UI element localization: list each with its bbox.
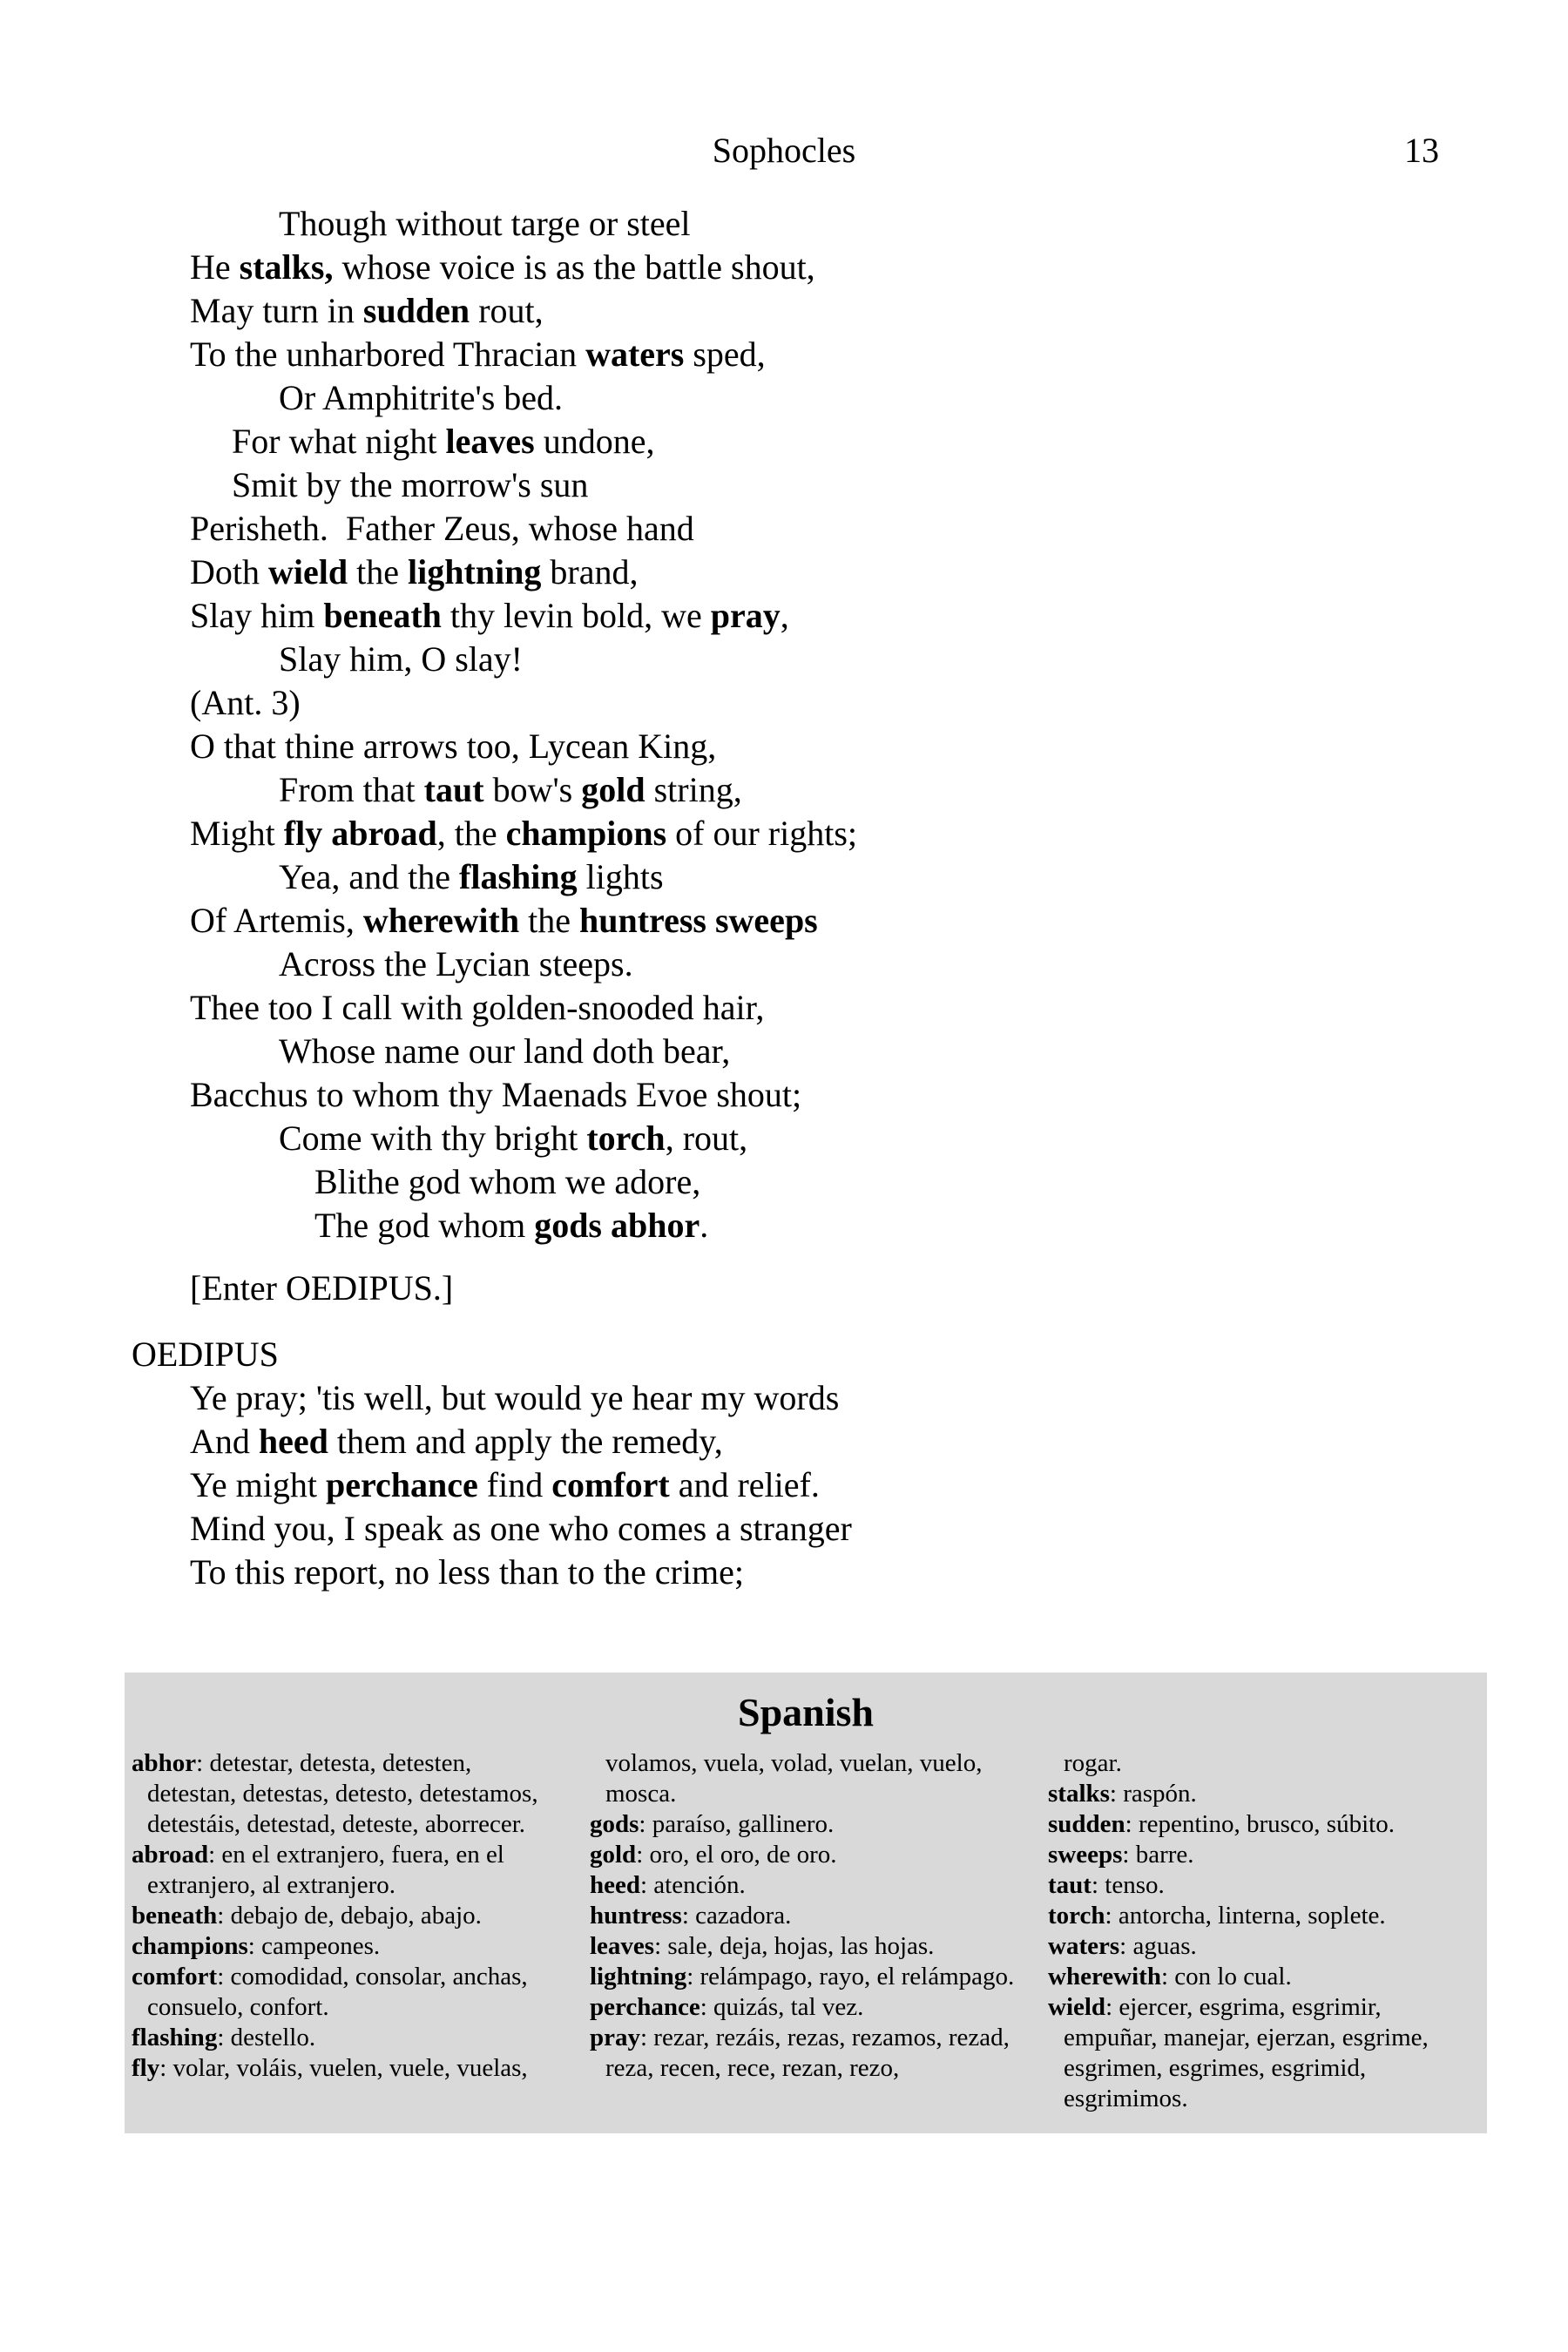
verse-line: Slay him beneath thy levin bold, we pray, xyxy=(190,596,789,635)
glossary-entry xyxy=(590,1962,1022,1992)
verse-line: May turn in sudden rout, xyxy=(190,291,544,330)
glossary-definition: : ejercer, esgrima, esgrimir, empuñar, manejar, ejerzan, esgrime, esgrimen, esgrimes, esgrimid, esgrimimos. xyxy=(1064,1993,1429,2112)
glossary-entry xyxy=(590,1748,1022,1809)
glossary-entry xyxy=(590,1901,1022,1931)
glossary-entry xyxy=(590,1931,1022,1962)
stage-direction: [Enter OEDIPUS.] xyxy=(190,1268,454,1308)
glossary-entry xyxy=(590,1840,1022,1870)
glossary-term: flashing xyxy=(132,2024,218,2051)
glossary-definition: : tenso. xyxy=(1091,1871,1165,1899)
glossary-definition: volamos, vuela, volad, vuelan, vuelo, mosca. xyxy=(605,1749,983,1808)
verse-line: To the unharbored Thracian waters sped, xyxy=(190,335,766,374)
glossary-definition: : detestar, detesta, detesten, detestan, detestas, detesto, detestamos, detestáis, detestad, deteste, aborrecer. xyxy=(147,1749,538,1838)
glossary-entry xyxy=(132,1901,564,1931)
glossary-definition: : repentino, brusco, súbito. xyxy=(1125,1810,1395,1838)
glossary-term: lightning xyxy=(590,1963,687,1990)
glossary-entry xyxy=(1048,1901,1480,1931)
glossary-term: comfort xyxy=(132,1963,218,1990)
glossary-entry xyxy=(1048,1779,1480,1809)
verse-line: For what night leaves undone, xyxy=(232,422,655,461)
verse-line: Of Artemis, wherewith the huntress sweeps xyxy=(190,901,818,940)
verse-line: Ye might perchance find comfort and relief. xyxy=(190,1465,820,1504)
glossary-entry xyxy=(1048,1809,1480,1840)
glossary-columns xyxy=(132,1748,1480,2114)
glossary-definition: : en el extranjero, fuera, en el extranjero, al extranjero. xyxy=(147,1841,504,1899)
glossary-entry xyxy=(132,2053,564,2084)
glossary-term: huntress xyxy=(590,1902,682,1930)
glossary-definition: : oro, el oro, de oro. xyxy=(636,1841,837,1869)
glossary-entry xyxy=(590,1870,1022,1901)
glossary-term: perchance xyxy=(590,1993,700,2021)
glossary-definition: : quizás, tal vez. xyxy=(700,1993,864,2021)
oedipus-speech xyxy=(132,1376,1463,1594)
verse-line: From that taut bow's gold string, xyxy=(279,770,742,809)
glossary-definition: : debajo de, debajo, abajo. xyxy=(217,1902,482,1930)
glossary-entry xyxy=(590,1809,1022,1840)
glossary-entry xyxy=(132,1962,564,2023)
glossary-term: gold xyxy=(590,1841,637,1869)
verse-line: Mind you, I speak as one who comes a stranger xyxy=(190,1509,852,1548)
verse-line: Might fly abroad, the champions of our rights; xyxy=(190,814,858,853)
page-number: 13 xyxy=(1404,131,1439,170)
verse-line: Perisheth. Father Zeus, whose hand xyxy=(190,509,694,548)
verse-line: Thee too I call with golden-snooded hair, xyxy=(190,988,765,1027)
glossary-definition: : atención. xyxy=(640,1871,746,1899)
verse-line: To this report, no less than to the crime; xyxy=(190,1552,744,1592)
verse-line: He stalks, whose voice is as the battle shout, xyxy=(190,247,815,287)
glossary-term: leaves xyxy=(590,1932,655,1960)
glossary-term: abroad xyxy=(132,1841,209,1869)
glossary-term: abhor xyxy=(132,1749,197,1777)
glossary-entry xyxy=(1048,1931,1480,1962)
verse-line: The god whom gods abhor. xyxy=(314,1206,709,1245)
play-text xyxy=(0,202,1568,1594)
glossary-term: taut xyxy=(1048,1871,1092,1899)
glossary-definition: rogar. xyxy=(1064,1749,1122,1777)
verse-line: Or Amphitrite's bed. xyxy=(279,378,564,417)
glossary-entry xyxy=(1048,1748,1480,1779)
glossary-term: fly xyxy=(132,2054,160,2082)
verse-line: O that thine arrows too, Lycean King, xyxy=(190,727,717,766)
glossary-entry xyxy=(132,1840,564,1901)
glossary-entry xyxy=(590,2023,1022,2084)
verse-line: Come with thy bright torch, rout, xyxy=(279,1119,748,1158)
glossary-definition: : aguas. xyxy=(1119,1932,1197,1960)
glossary-entry xyxy=(590,1992,1022,2023)
glossary-term: wherewith xyxy=(1048,1963,1161,1990)
glossary-definition: : raspón. xyxy=(1109,1780,1197,1808)
verse-line: Though without targe or steel xyxy=(279,204,691,243)
glossary-definition: : destello. xyxy=(217,2024,316,2051)
glossary-term: beneath xyxy=(132,1902,218,1930)
glossary-term: champions xyxy=(132,1932,248,1960)
glossary-title: Spanish xyxy=(737,1690,874,1734)
glossary-box xyxy=(125,1673,1487,2133)
glossary-term: sweeps xyxy=(1048,1841,1123,1869)
verse-line: And heed them and apply the remedy, xyxy=(190,1422,723,1461)
speaker-name: OEDIPUS xyxy=(132,1335,279,1374)
glossary-column xyxy=(590,1748,1022,2114)
glossary-term: torch xyxy=(1048,1902,1105,1930)
glossary-term: heed xyxy=(590,1871,640,1899)
glossary-definition: : antorcha, linterna, soplete. xyxy=(1105,1902,1386,1930)
glossary-term: sudden xyxy=(1048,1810,1125,1838)
glossary-entry xyxy=(1048,1840,1480,1870)
glossary-definition: : paraíso, gallinero. xyxy=(639,1810,835,1838)
glossary-definition: : con lo cual. xyxy=(1160,1963,1292,1990)
glossary-entry xyxy=(1048,1992,1480,2114)
glossary-column xyxy=(132,1748,564,2114)
glossary-term: pray xyxy=(590,2024,640,2051)
glossary-term: stalks xyxy=(1048,1780,1110,1808)
verse-line: Smit by the morrow's sun xyxy=(232,465,589,504)
verse-line: Ye pray; 'tis well, but would ye hear my words xyxy=(190,1378,840,1417)
glossary-definition: : volar, voláis, vuelen, vuele, vuelas, xyxy=(159,2054,528,2082)
glossary-definition: : rezar, rezáis, rezas, rezamos, rezad, reza, recen, rece, rezan, rezo, xyxy=(605,2024,1010,2082)
glossary-term: waters xyxy=(1048,1932,1120,1960)
verse-line: (Ant. 3) xyxy=(190,683,301,722)
running-head-title: Sophocles xyxy=(712,131,856,170)
glossary-entry xyxy=(1048,1870,1480,1901)
verse-line: Whose name our land doth bear, xyxy=(279,1031,731,1071)
verse-line: Across the Lycian steeps. xyxy=(279,944,633,983)
verse-line: Doth wield the lightning brand, xyxy=(190,552,639,591)
glossary-definition: : barre. xyxy=(1122,1841,1194,1869)
glossary-entry xyxy=(132,2023,564,2053)
glossary-definition: : cazadora. xyxy=(681,1902,792,1930)
verse-line: Slay him, O slay! xyxy=(279,639,523,679)
chorus-ode xyxy=(132,202,1463,1247)
glossary-definition: : relámpago, rayo, el relámpago. xyxy=(686,1963,1015,1990)
glossary-column xyxy=(1048,1748,1480,2114)
glossary-entry xyxy=(132,1931,564,1962)
glossary-definition: : sale, deja, hojas, las hojas. xyxy=(654,1932,935,1960)
glossary-definition: : campeones. xyxy=(247,1932,381,1960)
verse-line: Yea, and the flashing lights xyxy=(279,857,664,896)
page-header xyxy=(0,0,1568,172)
glossary-term: gods xyxy=(590,1810,639,1838)
glossary-entry xyxy=(132,1748,564,1840)
verse-line: Blithe god whom we adore, xyxy=(314,1162,701,1201)
glossary-term: wield xyxy=(1048,1993,1106,2021)
verse-line: Bacchus to whom thy Maenads Evoe shout; xyxy=(190,1075,802,1114)
glossary-definition: : comodidad, consolar, anchas, consuelo, confort. xyxy=(147,1963,528,2021)
glossary-entry xyxy=(1048,1962,1480,1992)
